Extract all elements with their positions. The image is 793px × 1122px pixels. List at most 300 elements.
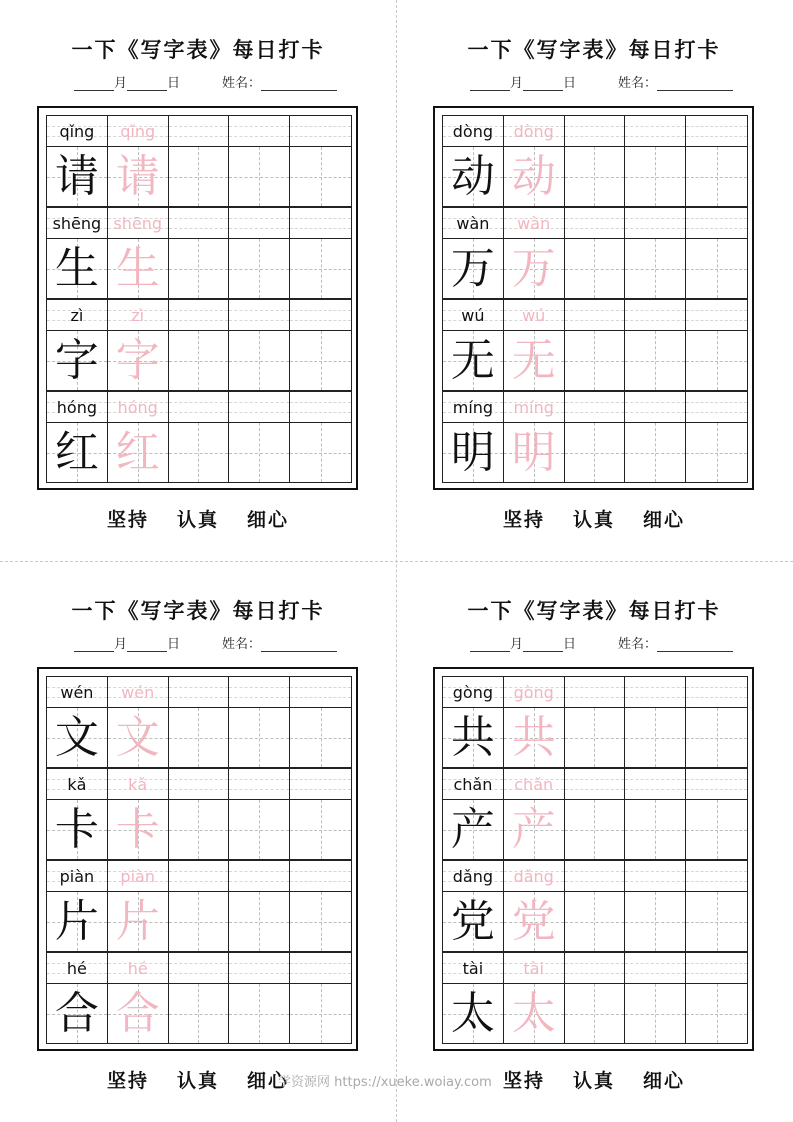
- hanzi-model: 片: [54, 895, 99, 947]
- pinyin-trace: shēng: [113, 213, 162, 233]
- pinyin-cell: [443, 953, 504, 983]
- day-label: 日: [167, 637, 181, 652]
- pinyin-cell[interactable]: [625, 677, 686, 707]
- pinyin-cell[interactable]: [565, 300, 626, 330]
- month-blank[interactable]: [74, 637, 114, 652]
- pinyin-cell[interactable]: [108, 861, 169, 891]
- pinyin-model: dǎng: [452, 866, 494, 886]
- motto: [0, 505, 396, 532]
- pinyin-cell: [443, 300, 504, 330]
- tianzige-cell[interactable]: [290, 331, 351, 390]
- pinyin-cell[interactable]: [504, 769, 565, 799]
- page-title: 一下《写字表》每日打卡: [71, 598, 325, 623]
- motto-word: 坚持: [106, 509, 149, 531]
- pinyin-cell[interactable]: [686, 769, 747, 799]
- tianzige-cell[interactable]: [290, 147, 351, 206]
- name-blank[interactable]: [657, 76, 733, 91]
- hanzi-model: 合: [54, 987, 99, 1039]
- day-blank[interactable]: [127, 76, 167, 91]
- tianzige-cell: [47, 423, 108, 482]
- hanzi-trace: 党: [511, 895, 556, 947]
- tianzige-cell[interactable]: [108, 147, 169, 206]
- motto: [396, 505, 792, 532]
- hanzi-model: 文: [54, 711, 99, 763]
- pinyin-cell[interactable]: [108, 208, 169, 238]
- pinyin-trace: wàn: [517, 213, 551, 233]
- pinyin-row: [442, 115, 748, 147]
- pinyin-trace: hé: [127, 958, 148, 978]
- month-blank[interactable]: [470, 637, 510, 652]
- pinyin-cell[interactable]: [229, 677, 290, 707]
- pinyin-trace: tài: [523, 958, 544, 978]
- pinyin-row: [442, 299, 748, 331]
- pinyin-model: hé: [66, 958, 87, 978]
- pinyin-cell: [47, 208, 108, 238]
- day-blank[interactable]: [127, 637, 167, 652]
- tianzige-cell[interactable]: [565, 800, 626, 859]
- pinyin-cell[interactable]: [625, 392, 686, 422]
- hanzi-model: 红: [54, 426, 99, 478]
- pinyin-cell[interactable]: [290, 116, 351, 146]
- hanzi-model: 产: [450, 803, 495, 855]
- pinyin-trace: míng: [513, 397, 554, 417]
- hanzi-model: 万: [450, 242, 495, 294]
- worksheet-panel: [396, 0, 792, 561]
- tianzige-cell[interactable]: [169, 423, 230, 482]
- pinyin-cell[interactable]: [229, 300, 290, 330]
- tianzige-cell[interactable]: [169, 331, 230, 390]
- tianzige-cell[interactable]: [504, 708, 565, 767]
- hanzi-row: [442, 800, 748, 860]
- pinyin-cell[interactable]: [290, 392, 351, 422]
- tianzige-cell[interactable]: [565, 984, 626, 1043]
- pinyin-cell[interactable]: [686, 392, 747, 422]
- pinyin-row: [46, 952, 352, 984]
- pinyin-cell: [47, 392, 108, 422]
- writing-frame: [433, 106, 754, 490]
- hanzi-model: 无: [450, 334, 495, 386]
- pinyin-cell[interactable]: [229, 208, 290, 238]
- tianzige-cell: [443, 239, 504, 298]
- motto-word: 认真: [572, 1070, 615, 1092]
- tianzige-cell[interactable]: [565, 147, 626, 206]
- pinyin-cell[interactable]: [565, 769, 626, 799]
- pinyin-cell[interactable]: [169, 861, 230, 891]
- pinyin-cell: [47, 953, 108, 983]
- tianzige-cell: [47, 708, 108, 767]
- hanzi-row: [442, 147, 748, 207]
- worksheet-panel: [396, 561, 792, 1122]
- pinyin-cell[interactable]: [290, 861, 351, 891]
- tianzige-cell[interactable]: [504, 984, 565, 1043]
- pinyin-cell[interactable]: [625, 208, 686, 238]
- pinyin-model: míng: [452, 397, 494, 417]
- tianzige-cell[interactable]: [565, 331, 626, 390]
- pinyin-model: zì: [70, 305, 84, 325]
- pinyin-model: shēng: [52, 213, 102, 233]
- hanzi-row: [46, 147, 352, 207]
- pinyin-model: dòng: [452, 121, 494, 141]
- hanzi-row: [46, 708, 352, 768]
- pinyin-cell[interactable]: [229, 861, 290, 891]
- tianzige-cell[interactable]: [625, 984, 686, 1043]
- pinyin-cell: [443, 677, 504, 707]
- hanzi-model: 明: [450, 426, 495, 478]
- pinyin-model: wú: [461, 305, 485, 325]
- pinyin-cell[interactable]: [290, 769, 351, 799]
- tianzige-cell: [47, 892, 108, 951]
- tianzige-cell[interactable]: [625, 423, 686, 482]
- pinyin-row: [46, 391, 352, 423]
- hanzi-model: 卡: [54, 803, 99, 855]
- motto-word: 认真: [572, 509, 615, 531]
- date-name-line: [74, 72, 337, 91]
- pinyin-model: tài: [462, 958, 484, 978]
- pinyin-cell[interactable]: [625, 300, 686, 330]
- tianzige-cell[interactable]: [229, 984, 290, 1043]
- pinyin-cell[interactable]: [686, 953, 747, 983]
- name-blank[interactable]: [261, 637, 337, 652]
- writing-grid: [442, 676, 748, 1044]
- tianzige-cell[interactable]: [290, 239, 351, 298]
- tianzige-cell: [443, 708, 504, 767]
- pinyin-cell[interactable]: [565, 208, 626, 238]
- tianzige-cell[interactable]: [229, 423, 290, 482]
- tianzige-cell[interactable]: [290, 892, 351, 951]
- day-blank[interactable]: [523, 637, 563, 652]
- page-title: 一下《写字表》每日打卡: [467, 37, 721, 62]
- date-name-line: [74, 633, 337, 652]
- tianzige-cell: [443, 423, 504, 482]
- pinyin-cell[interactable]: [108, 953, 169, 983]
- pinyin-cell[interactable]: [108, 769, 169, 799]
- pinyin-cell[interactable]: [169, 953, 230, 983]
- pinyin-cell[interactable]: [229, 116, 290, 146]
- tianzige-cell[interactable]: [229, 331, 290, 390]
- tianzige-cell[interactable]: [169, 892, 230, 951]
- pinyin-cell[interactable]: [108, 116, 169, 146]
- hanzi-model: 动: [450, 150, 495, 202]
- pinyin-trace: piàn: [120, 866, 155, 886]
- pinyin-cell: [443, 116, 504, 146]
- tianzige-cell[interactable]: [108, 984, 169, 1043]
- pinyin-row: [442, 391, 748, 423]
- pinyin-cell[interactable]: [290, 300, 351, 330]
- pinyin-cell[interactable]: [504, 208, 565, 238]
- hanzi-row: [442, 892, 748, 952]
- hanzi-row: [46, 800, 352, 860]
- tianzige-cell: [47, 147, 108, 206]
- motto-word: 认真: [176, 1070, 219, 1092]
- pinyin-cell[interactable]: [169, 769, 230, 799]
- pinyin-row: [442, 676, 748, 708]
- pinyin-cell[interactable]: [290, 208, 351, 238]
- name-label: 姓名：: [222, 637, 262, 652]
- watermark: 学资源网 https://xueke.woiay.com: [278, 1075, 492, 1090]
- tianzige-cell: [443, 984, 504, 1043]
- hanzi-row: [442, 239, 748, 299]
- pinyin-cell[interactable]: [504, 861, 565, 891]
- tianzige-cell[interactable]: [565, 708, 626, 767]
- tianzige-cell[interactable]: [625, 892, 686, 951]
- pinyin-model: piàn: [59, 866, 95, 886]
- tianzige-cell[interactable]: [290, 984, 351, 1043]
- tianzige-cell[interactable]: [108, 423, 169, 482]
- pinyin-cell: [443, 392, 504, 422]
- motto-word: 认真: [176, 509, 219, 531]
- tianzige-cell[interactable]: [625, 708, 686, 767]
- tianzige-cell[interactable]: [290, 423, 351, 482]
- pinyin-cell[interactable]: [169, 116, 230, 146]
- pinyin-cell: [443, 769, 504, 799]
- name-blank[interactable]: [657, 637, 733, 652]
- pinyin-cell[interactable]: [504, 116, 565, 146]
- hanzi-trace: 生: [115, 242, 160, 294]
- pinyin-cell[interactable]: [108, 300, 169, 330]
- tianzige-cell[interactable]: [686, 331, 747, 390]
- pinyin-model: wàn: [456, 213, 490, 233]
- hanzi-trace: 产: [511, 803, 556, 855]
- hanzi-row: [442, 331, 748, 391]
- month-label: 月: [114, 76, 128, 91]
- day-label: 日: [167, 76, 181, 91]
- tianzige-cell[interactable]: [504, 800, 565, 859]
- pinyin-cell: [47, 300, 108, 330]
- hanzi-trace: 片: [115, 895, 160, 947]
- hanzi-trace: 无: [511, 334, 556, 386]
- tianzige-cell[interactable]: [504, 423, 565, 482]
- writing-grid: [46, 115, 352, 483]
- tianzige-cell[interactable]: [625, 331, 686, 390]
- pinyin-cell[interactable]: [565, 677, 626, 707]
- pinyin-cell[interactable]: [686, 677, 747, 707]
- writing-grid: [442, 115, 748, 483]
- pinyin-row: [442, 952, 748, 984]
- tianzige-cell[interactable]: [565, 239, 626, 298]
- tianzige-cell[interactable]: [229, 708, 290, 767]
- hanzi-trace: 文: [115, 711, 160, 763]
- pinyin-row: [46, 768, 352, 800]
- hanzi-trace: 动: [511, 150, 556, 202]
- pinyin-cell[interactable]: [169, 300, 230, 330]
- pinyin-model: kǎ: [67, 774, 87, 794]
- hanzi-row: [46, 892, 352, 952]
- pinyin-model: qǐng: [59, 121, 95, 141]
- tianzige-cell[interactable]: [565, 892, 626, 951]
- tianzige-cell[interactable]: [625, 239, 686, 298]
- hanzi-row: [442, 984, 748, 1044]
- pinyin-cell[interactable]: [625, 769, 686, 799]
- pinyin-trace: wén: [121, 682, 155, 702]
- pinyin-trace: dòng: [513, 121, 554, 141]
- hanzi-trace: 字: [115, 334, 160, 386]
- writing-grid: [46, 676, 352, 1044]
- pinyin-row: [46, 860, 352, 892]
- page-title: 一下《写字表》每日打卡: [467, 598, 721, 623]
- hanzi-trace: 明: [511, 426, 556, 478]
- tianzige-cell[interactable]: [290, 708, 351, 767]
- page-title: 一下《写字表》每日打卡: [71, 37, 325, 62]
- tianzige-cell[interactable]: [229, 147, 290, 206]
- pinyin-trace: zì: [131, 305, 145, 325]
- tianzige-cell[interactable]: [169, 147, 230, 206]
- tianzige-cell[interactable]: [686, 147, 747, 206]
- motto-word: 细心: [247, 509, 290, 531]
- name-blank[interactable]: [261, 76, 337, 91]
- worksheet-panel: [0, 561, 396, 1122]
- month-label: 月: [510, 76, 524, 91]
- motto-word: 坚持: [502, 509, 545, 531]
- tianzige-cell: [443, 800, 504, 859]
- hanzi-row: [442, 423, 748, 483]
- pinyin-cell: [47, 116, 108, 146]
- month-blank[interactable]: [74, 76, 114, 91]
- writing-frame: [37, 667, 358, 1051]
- hanzi-row: [46, 331, 352, 391]
- tianzige-cell[interactable]: [108, 331, 169, 390]
- name-label: 姓名：: [618, 637, 658, 652]
- pinyin-cell[interactable]: [108, 677, 169, 707]
- pinyin-cell[interactable]: [108, 392, 169, 422]
- tianzige-cell[interactable]: [625, 147, 686, 206]
- pinyin-cell[interactable]: [565, 861, 626, 891]
- pinyin-row: [46, 115, 352, 147]
- pinyin-cell[interactable]: [290, 953, 351, 983]
- tianzige-cell[interactable]: [686, 800, 747, 859]
- pinyin-row: [442, 768, 748, 800]
- pinyin-cell[interactable]: [290, 677, 351, 707]
- tianzige-cell[interactable]: [229, 800, 290, 859]
- pinyin-cell[interactable]: [565, 116, 626, 146]
- hanzi-row: [46, 423, 352, 483]
- pinyin-cell[interactable]: [504, 677, 565, 707]
- tianzige-cell: [443, 147, 504, 206]
- month-label: 月: [114, 637, 128, 652]
- pinyin-cell[interactable]: [229, 769, 290, 799]
- pinyin-cell[interactable]: [625, 953, 686, 983]
- pinyin-cell[interactable]: [686, 208, 747, 238]
- pinyin-cell[interactable]: [565, 392, 626, 422]
- hanzi-trace: 共: [511, 711, 556, 763]
- pinyin-row: [442, 860, 748, 892]
- hanzi-trace: 红: [115, 426, 160, 478]
- tianzige-cell[interactable]: [108, 892, 169, 951]
- date-name-line: [470, 633, 733, 652]
- pinyin-trace: kǎ: [128, 774, 148, 794]
- pinyin-cell[interactable]: [229, 953, 290, 983]
- hanzi-model: 字: [54, 334, 99, 386]
- tianzige-cell: [47, 239, 108, 298]
- pinyin-cell[interactable]: [565, 953, 626, 983]
- writing-frame: [433, 667, 754, 1051]
- tianzige-cell[interactable]: [504, 892, 565, 951]
- pinyin-cell: [443, 208, 504, 238]
- tianzige-cell[interactable]: [686, 423, 747, 482]
- tianzige-cell[interactable]: [686, 892, 747, 951]
- tianzige-cell[interactable]: [229, 892, 290, 951]
- tianzige-cell[interactable]: [625, 800, 686, 859]
- tianzige-cell[interactable]: [686, 984, 747, 1043]
- tianzige-cell[interactable]: [169, 708, 230, 767]
- pinyin-trace: qǐng: [120, 121, 156, 141]
- tianzige-cell[interactable]: [108, 708, 169, 767]
- pinyin-model: wén: [60, 682, 94, 702]
- pinyin-cell: [47, 769, 108, 799]
- tianzige-cell: [47, 800, 108, 859]
- pinyin-cell[interactable]: [169, 677, 230, 707]
- tianzige-cell[interactable]: [229, 239, 290, 298]
- motto-word: 细心: [643, 509, 686, 531]
- month-blank[interactable]: [470, 76, 510, 91]
- pinyin-cell[interactable]: [169, 208, 230, 238]
- hanzi-model: 共: [450, 711, 495, 763]
- tianzige-cell: [47, 984, 108, 1043]
- pinyin-trace: dǎng: [513, 866, 554, 886]
- worksheet-panel: [0, 0, 396, 561]
- motto-word: 细心: [247, 1070, 290, 1092]
- pinyin-row: [442, 207, 748, 239]
- pinyin-cell: [47, 861, 108, 891]
- pinyin-cell: [443, 861, 504, 891]
- name-label: 姓名：: [618, 76, 658, 91]
- hanzi-trace: 合: [115, 987, 160, 1039]
- hanzi-trace: 卡: [115, 803, 160, 855]
- date-name-line: [470, 72, 733, 91]
- writing-frame: [37, 106, 358, 490]
- pinyin-cell[interactable]: [504, 300, 565, 330]
- month-label: 月: [510, 637, 524, 652]
- pinyin-row: [46, 299, 352, 331]
- pinyin-cell[interactable]: [504, 392, 565, 422]
- pinyin-cell[interactable]: [686, 116, 747, 146]
- pinyin-cell[interactable]: [686, 300, 747, 330]
- tianzige-cell[interactable]: [565, 423, 626, 482]
- pinyin-trace: hóng: [117, 397, 158, 417]
- pinyin-cell[interactable]: [625, 861, 686, 891]
- pinyin-cell[interactable]: [625, 116, 686, 146]
- tianzige-cell[interactable]: [169, 800, 230, 859]
- tianzige-cell[interactable]: [290, 800, 351, 859]
- day-label: 日: [563, 76, 577, 91]
- tianzige-cell: [443, 892, 504, 951]
- pinyin-cell[interactable]: [229, 392, 290, 422]
- motto-word: 坚持: [502, 1070, 545, 1092]
- motto-word: 细心: [643, 1070, 686, 1092]
- tianzige-cell[interactable]: [504, 331, 565, 390]
- pinyin-cell[interactable]: [686, 861, 747, 891]
- pinyin-cell[interactable]: [169, 392, 230, 422]
- tianzige-cell[interactable]: [108, 239, 169, 298]
- pinyin-trace: gòng: [513, 682, 554, 702]
- tianzige-cell[interactable]: [108, 800, 169, 859]
- day-blank[interactable]: [523, 76, 563, 91]
- pinyin-cell[interactable]: [504, 953, 565, 983]
- tianzige-cell[interactable]: [504, 239, 565, 298]
- pinyin-cell: [47, 677, 108, 707]
- hanzi-row: [442, 708, 748, 768]
- tianzige-cell: [47, 331, 108, 390]
- tianzige-cell[interactable]: [169, 984, 230, 1043]
- day-label: 日: [563, 637, 577, 652]
- tianzige-cell[interactable]: [169, 239, 230, 298]
- pinyin-model: chǎn: [453, 774, 493, 794]
- tianzige-cell[interactable]: [686, 239, 747, 298]
- tianzige-cell[interactable]: [686, 708, 747, 767]
- tianzige-cell[interactable]: [504, 147, 565, 206]
- hanzi-trace: 请: [115, 150, 160, 202]
- pinyin-row: [46, 676, 352, 708]
- name-label: 姓名：: [222, 76, 262, 91]
